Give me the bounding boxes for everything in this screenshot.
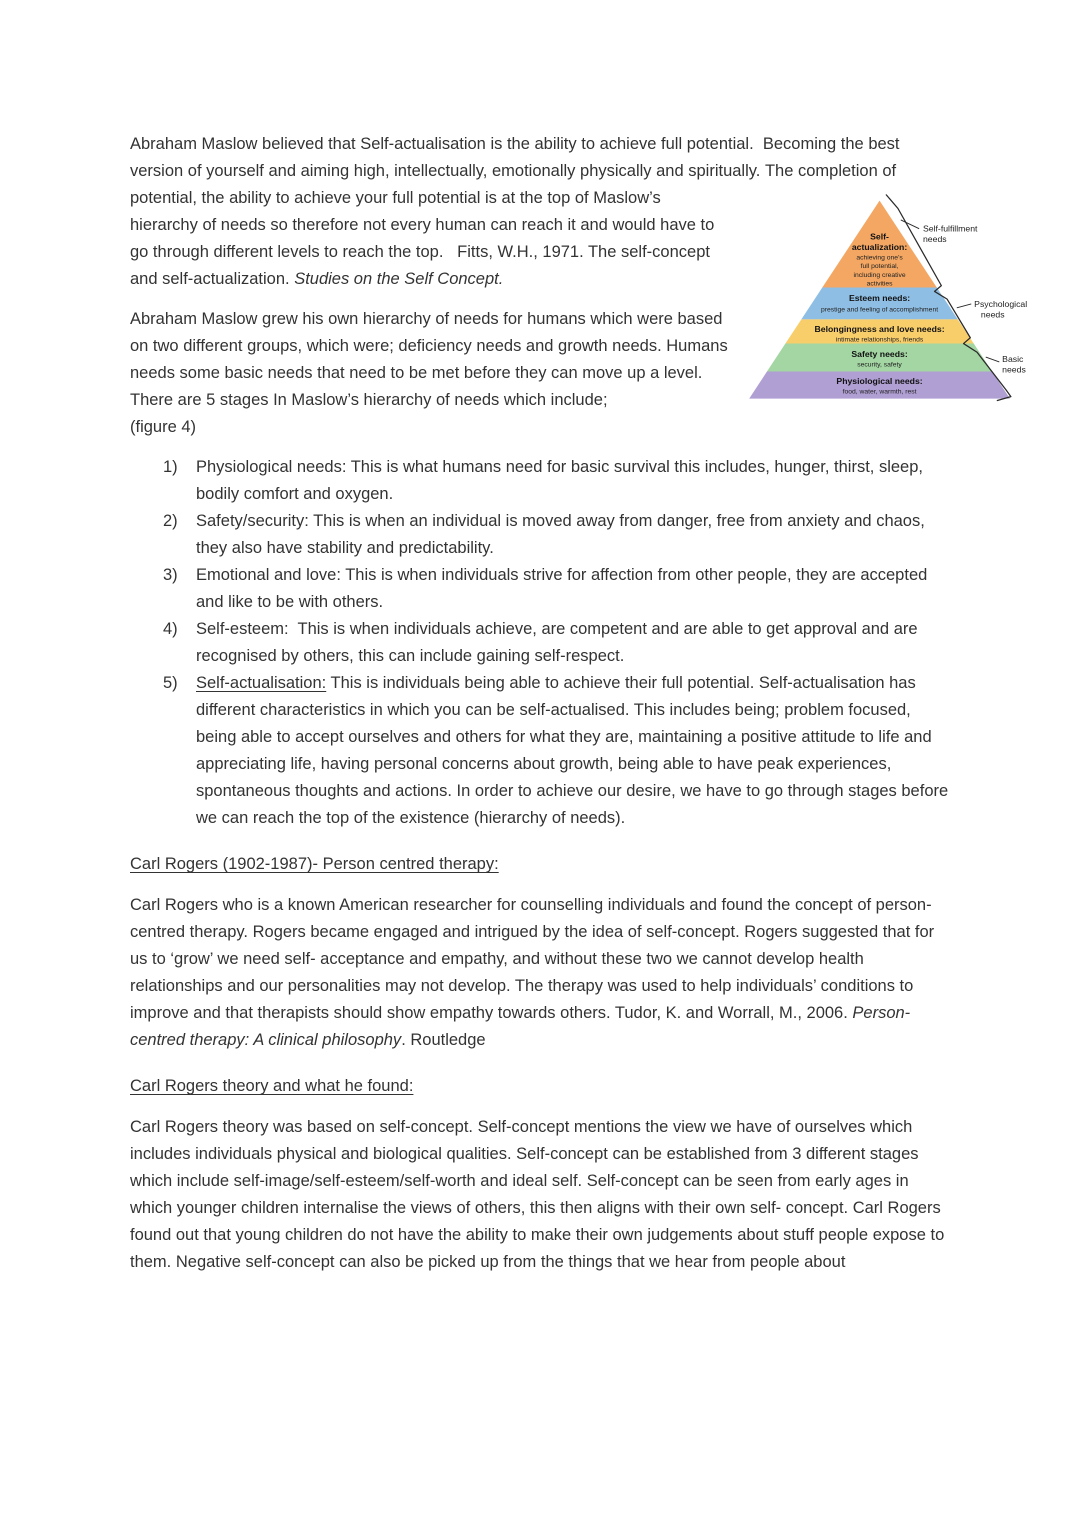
leader-basic [986, 357, 1000, 362]
tier-subtitle: full potential, [860, 263, 899, 271]
heading-rogers-theory [130, 1073, 950, 1100]
group-label: Self-fulfillment [923, 223, 978, 234]
paragraph-rogers-intro [130, 892, 950, 1054]
list-item-text [196, 670, 950, 832]
list-item-self-actualisation [130, 670, 950, 832]
tier-subtitle: intimate relationships, friends [835, 336, 924, 344]
citation-italic: Person-centred therapy: A clinical philosophy [130, 1004, 911, 1049]
tier-subtitle: security, safety [857, 361, 902, 369]
leader-self-fulfillment [901, 220, 919, 229]
text-run: Carl Rogers theory was based on self-concept. Self-concept mentions the view we have of ourselves which includes individuals physical and biological qualities. Self-concept can be established from 3 different stages which include self-image/self-esteem/self-worth and ideal self. Self-concept can be seen from early ages in which younger children internalise the views of others, this then aligns with their own self- concept. Carl Rogers found out that young children do not have the ability to make their own judgements about stuff people expose to them. Negative self-concept can also be picked up from the things that we hear from people about [130, 1118, 945, 1271]
tier-title: Safety needs: [851, 349, 908, 360]
figure-caption: (figure 4) [130, 418, 197, 436]
leader-psychological [957, 304, 971, 308]
tier-title: Physiological needs: [836, 376, 923, 387]
list-number: 3) [163, 566, 178, 584]
text-run: Abraham Maslow believed that Self-actualisation is the ability to achieve full potential. Becoming the best version of yourself and aiming high, intellectually, emotionally physically and spiritually. [130, 135, 900, 180]
tier-subtitle: achieving one’s [856, 254, 903, 262]
text-run: Carl Rogers who is a known American researcher for counselling individuals and found the concept of person-centred therapy. Rogers became engaged and intrigued by the idea of self-concept. Rogers suggested that for us to ‘grow’ we need self- acceptance and empathy, and without these two we cannot develop health relationships and our personalities may not develop. The therapy was used to help individuals’ conditions to improve and that therapists should show empathy towards others. Tudor, K. and Worrall, M., 2006. [130, 896, 935, 1022]
list-number: 1) [163, 458, 178, 476]
list-item-emotional [130, 562, 950, 616]
list-number: 5) [163, 674, 178, 692]
tier-subtitle: prestige and feeling of accomplishment [821, 306, 939, 314]
list-item-text: Physiological needs: This is what humans need for basic survival this includes, hunger, thirst, sleep, bodily comfort and oxygen. [196, 458, 923, 503]
underlined-lead: Self-actualisation: [196, 674, 327, 692]
needs-list [130, 454, 950, 832]
group-label: needs [923, 234, 947, 245]
list-number: 2) [163, 512, 178, 530]
list-item-text: Self-esteem: This is when individuals achieve, are competent and are able to get approval and are recognised by others, this can include gaining self-respect. [196, 620, 918, 665]
text-run: This is individuals being able to achieve their full potential. Self-actualisation has different characteristics in which you can be self-actualised. This includes being; problem focused, being able to accept ourselves and others for what they are, maintaining a positive attitude to life and appreciating life, having personal concerns about growth, being able to have peak experiences, spontaneous thoughts and actions. In order to achieve our desire, we have to go through stages before we can reach the top of the existence (hierarchy of needs). [196, 674, 949, 827]
text-run: Abraham Maslow grew his own hierarchy of needs for humans which were based on two different groups, which were; deficiency needs and growth needs. Humans needs some basic needs that need to be met before they can move up a level. There are 5 stages In Maslow’s hierarchy of needs which include; [130, 310, 728, 409]
tier-title: Esteem needs: [848, 293, 911, 304]
list-item-physiological [130, 454, 950, 508]
tier-subtitle: food, water, warmth, rest [842, 388, 917, 396]
list-number: 4) [163, 620, 178, 638]
list-item-safety [130, 508, 950, 562]
heading-text: Carl Rogers (1902-1987)- Person centred therapy: [130, 855, 499, 873]
text-run: . Routledge [401, 1031, 486, 1049]
list-item-text: Emotional and love: This is when individuals strive for affection from other people, they are accepted and like to be with others. [196, 566, 928, 611]
heading-carl-rogers [130, 851, 950, 878]
maslow-pyramid-figure [745, 191, 1045, 415]
tier-title: Self- [870, 231, 889, 242]
group-label: Psychological [974, 298, 1028, 309]
tier-subtitle: activities [866, 280, 893, 288]
group-label: needs [980, 309, 1005, 320]
text-run: The completion of potential, the ability to achieve your full potential is at the top of Maslow’s hierarchy of needs so therefore not every human can reach it and would have to go through different levels to reach the top. Fitts, W.H., 1971. The self-concept and self-actualization. [130, 162, 897, 288]
citation-italic: Studies on the Self Concept. [294, 270, 504, 288]
tier-title: Belongingness and love needs: [814, 323, 945, 334]
tier-subtitle: including creative [853, 271, 906, 279]
paragraph-rogers-theory [130, 1114, 950, 1276]
group-label: Basic [1002, 353, 1024, 364]
list-item-self-esteem [130, 616, 950, 670]
heading-text: Carl Rogers theory and what he found: [130, 1077, 414, 1095]
tier-title: actualization: [851, 241, 908, 252]
list-item-text: Safety/security: This is when an individual is moved away from danger, free from anxiety and chaos, they also have stability and predictability. [196, 512, 925, 557]
group-label: needs [1002, 364, 1026, 375]
maslow-pyramid-diagram [745, 191, 1045, 415]
